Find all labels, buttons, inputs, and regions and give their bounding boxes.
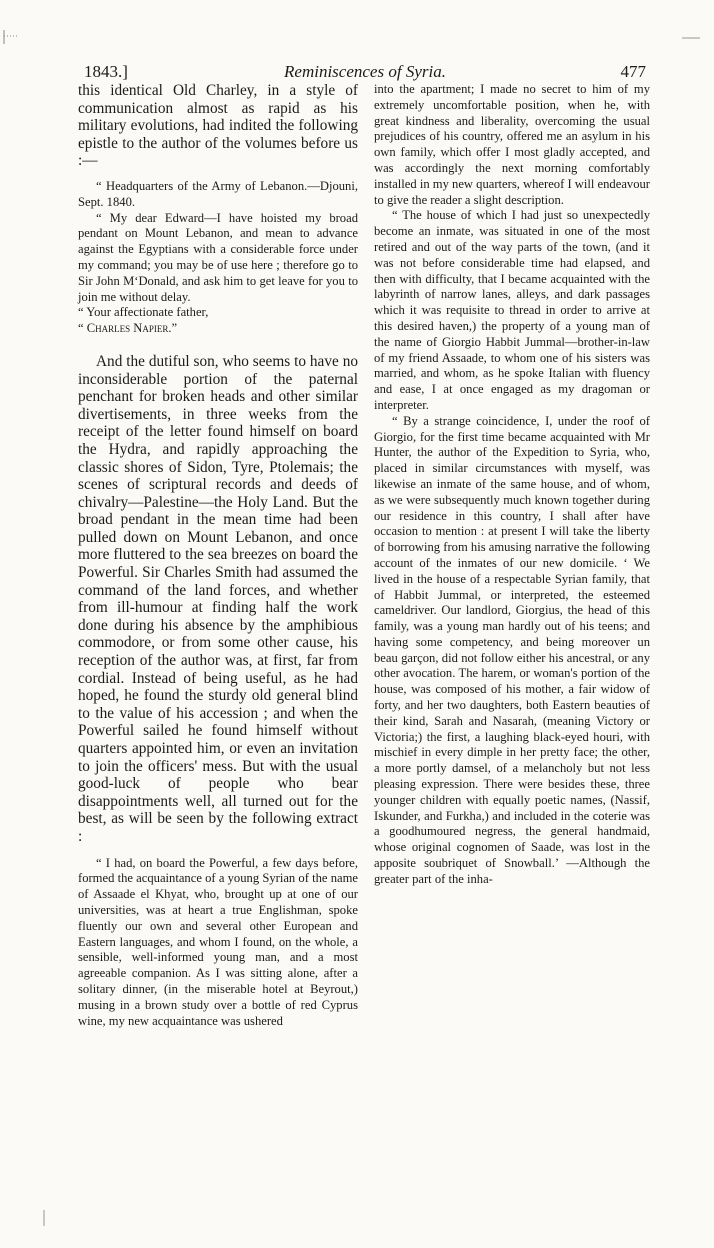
house-paragraph: “ The house of which I had just so unexpectedly become an inmate, was situated in one of the most retired and out of the way parts of the town, (and it was not before considerable time had elapsed, and then with difficulty, that I became acquainted with the labyrinth of narrow lanes, alleys, and dark passages which it was requisite to thread in order to arrive at this desired haven,) the property of a young man of the name of Giorgio Habbit Jummal—brother-in-law of my friend Assaade, to whom one of his sisters was married, and whom, as he spoke Italian with fluency and ease, I at once engaged as my dragoman or interpreter. [374, 208, 650, 412]
header-year: 1843.] [84, 62, 128, 81]
letter-signature: “ Charles Napier.” [78, 321, 178, 336]
main-paragraph: And the dutiful son, who seems to have no inconsiderable portion of the paternal penchant for broken heads and other similar divertisements, in three weeks from the receipt of the letter found himself on board the Hydra, and rapidly approaching the classic shores of Sidon, Tyre, Ptolemais; the scenes of scriptural records and deeds of chivalry—Palestine—the Holy Land. But the broad pendant in the mean time had been pulled down on Mount Lebanon, and once more fluttered to the sea breezes on board the Powerful. Sir Charles Smith had assumed the command of the land forces, and whether from ill-humour at finding half the work done during his absence by the amphibious commodore, or from some other cause, his reception of the author was, at first, far from cordial. Instead of being useful, as he had hoped, he found the sturdy old general blind to the value of his accession ; and when the Powerful sailed he found himself without quarters appointed him, or even an invitation to join the officers' mess. But with the usual good-luck of people who bear disappointments well, all turned out for the best, as will be seen by the following extract : [78, 352, 358, 845]
page-number: 477 [620, 62, 646, 81]
hunter-paragraph: “ By a strange coincidence, I, under the roof of Giorgio, for the first time became acquainted with Mr Hunter, the author of the Expedition to Syria, who, placed in similar circumstances with myself, was likewise an inmate of the same house, and of whom, as we were subsequently much known together during our residence in this country, I shall after have occasion to mention : at present I will take the liberty of borrowing from his amusing narrative the following account of the inmates of our new domicile. ‘ We lived in the house of a respectable Syrian family, that of Habbit Jummal, or interpreted, the esteemed cameldriver. Our landlord, Giorgius, the head of this family, was a young man hardly out of his teens; and having some competency, and being moreover un beau garçon, did not follow either his ancestral, or any other avocation. The harem, or woman's portion of the house, was composed of his mother, a fair widow of forty, and her two daughters, both Eastern beauties of their kind, Sarah and Nasarah, (meaning Victory or Victoria;) the first, a laughing black-eyed houri, with mischief in every dimple in her pretty face; the other, a more portly damsel, of a melancholy but not less pleasing expression. There were besides these, three younger children with equally poetic names, (Nassif, Iskunder, and Furkha,) and included in the coterie was a goodhumoured negress, the general handmaid, whose original cognomen of Saade, was lost in the apposite soubriquet of Snowball.’ —Although the greater part of the inha- [374, 413, 650, 886]
running-header [84, 62, 646, 84]
left-column [78, 82, 358, 1029]
letter-body: “ My dear Edward—I have hoisted my broad pendant on Mount Lebanon, and mean to advance against the Egyptians with a considerable force under my command; you may be of use here ; therefore go to Sir John M‘Donald, and ask him to get leave for you to join me without delay. [78, 210, 358, 304]
letter-heading: “ Headquarters of the Army of Lebanon.—Djouni, Sept. 1840. [78, 178, 358, 209]
extract-paragraph: “ I had, on board the Powerful, a few days before, formed the acquaintance of a young Syrian of the name of Assaade el Khyat, who, brought up at one of our universities, was at heart a true Englishman, spoke fluently our own and several other European and Eastern languages, and whom I found, on the whole, a sensible, well-informed young man, and a most agreeable companion. As I was sitting alone, after a solitary dinner, (in the miserable hotel at Beyrout,) musing in a brown study over a bottle of red Cyprus wine, my new acquaintance was ushered [78, 855, 358, 1028]
continuation-paragraph: into the apartment; I made no secret to him of my extremely uncomfortable position, when he, with great kindness and liberality, overcoming the usual prejudices of his country, offered me an asylum in his own family, which offer I most gladly accepted, and was accordingly the next morning comfortably installed in my new quarters, whereof I will endeavour to give the reader a slight description. [374, 82, 650, 207]
running-title: Reminiscences of Syria. [284, 62, 446, 81]
intro-paragraph: this identical Old Charley, in a style of communication almost as rapid as his military evolutions, had indited the following epistle to the author of the volumes before us :— [78, 82, 358, 170]
letter-closing: “ Your affectionate father, [78, 305, 209, 320]
right-column [374, 82, 650, 888]
